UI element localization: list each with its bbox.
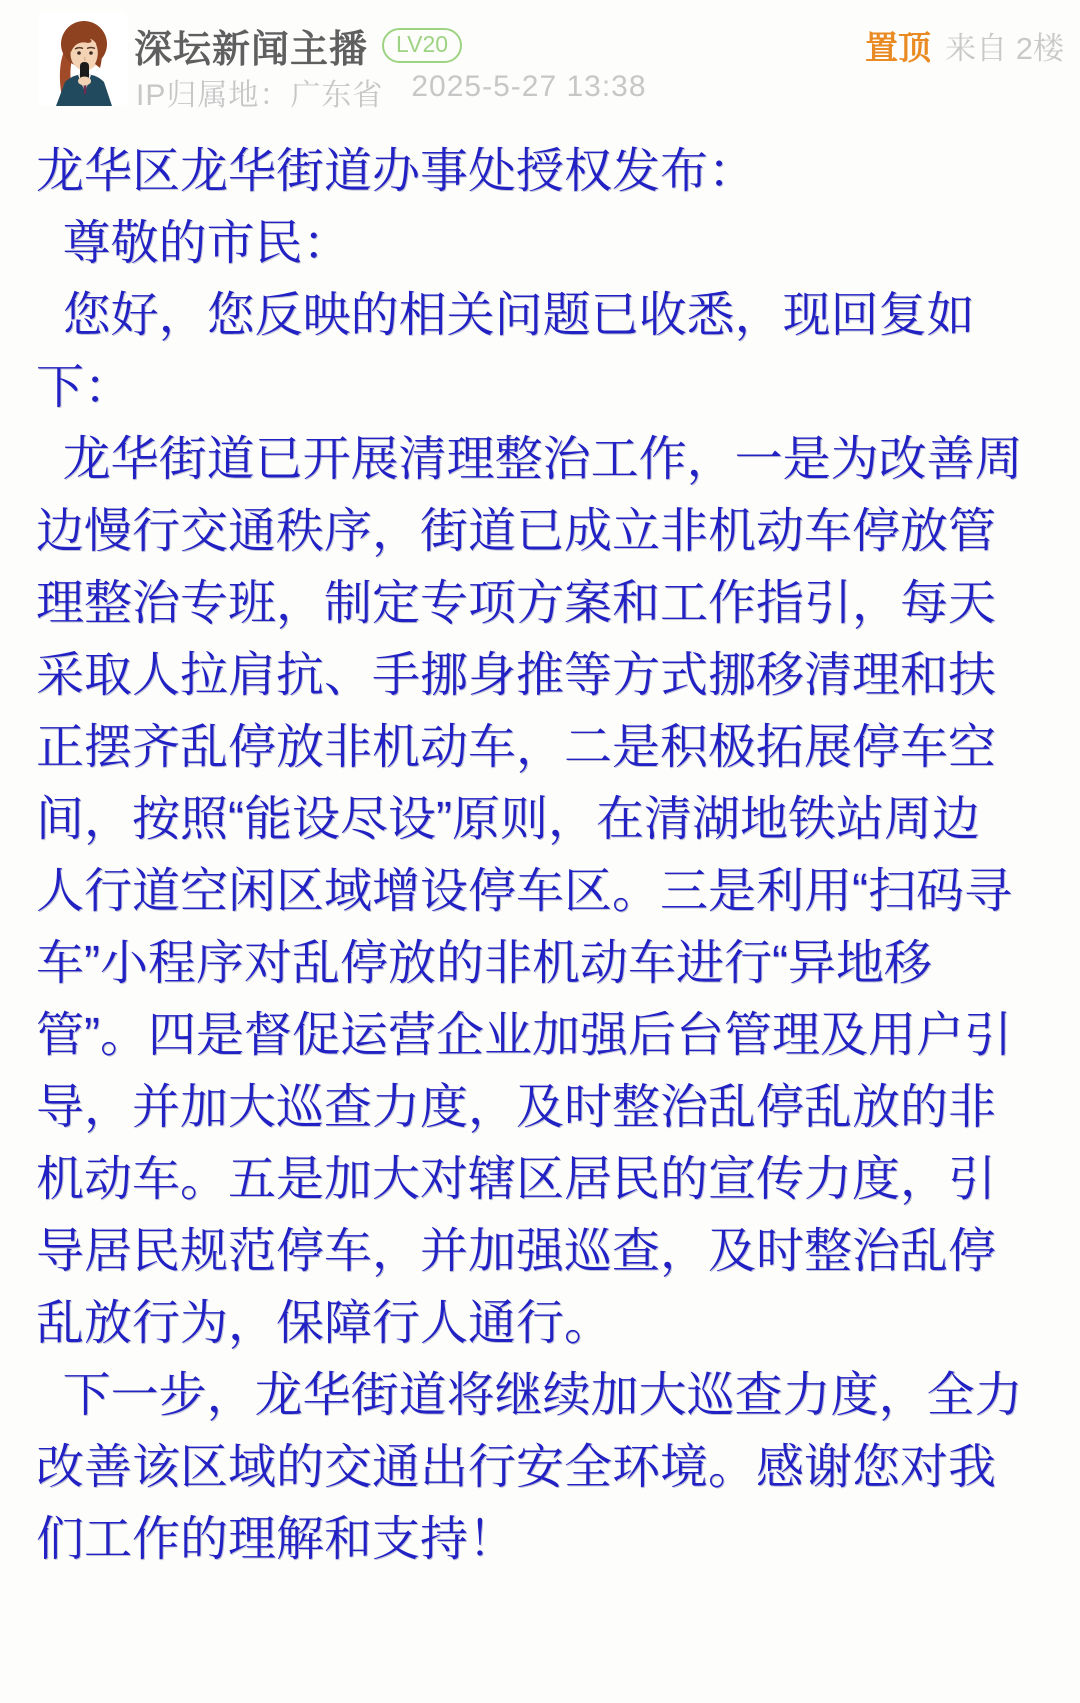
body-text-line: 们工作的理解和支持！ [36,1513,517,1566]
user-avatar[interactable] [38,12,128,106]
body-text-line: 间，按照“能设尽设”原则，在清湖地铁站周边 [36,793,980,846]
post-body [36,136,1046,1576]
body-text-line: 下一步，龙华街道将继续加大巡查力度，全力 [36,1369,1023,1422]
body-text-line: 采取人拉肩抗、手挪身推等方式挪移清理和扶 [36,649,997,702]
level-badge: LV20 [382,28,462,64]
timestamp: 2025-5-27 13:38 [411,70,647,103]
body-text-line: 乱放行为，保障行人通行。 [36,1297,613,1350]
body-text-line: 龙华街道已开展清理整治工作，一是为改善周 [36,433,1023,486]
floor-label: 来自 2楼 [945,31,1064,66]
body-text-line: 导居民规范停车，并加强巡查，及时整治乱停 [36,1225,997,1278]
body-text-line: 理整治专班，制定专项方案和工作指引，每天 [36,577,997,630]
pinned-badge: 置顶 [865,29,932,66]
ip-location-label: IP归属地：广东省 [136,79,384,112]
body-text-line: 改善该区域的交通出行安全环境。感谢您对我 [36,1441,997,1494]
post-header [0,8,1080,120]
body-text-line: 车”小程序对乱停放的非机动车进行“异地移 [36,937,932,990]
body-text-line: 龙华区龙华街道办事处授权发布： [36,145,757,198]
post-flags [865,22,1064,69]
post-meta [136,70,647,114]
body-text-line: 正摆齐乱停放非机动车，二是积极拓展停车空 [36,721,997,774]
body-text-line: 边慢行交通秩序，街道已成立非机动车停放管 [36,505,997,558]
body-text-line: 您好，您反映的相关问题已收悉，现回复如 [36,289,975,342]
author-row [134,18,462,73]
body-text-line: 管”。四是督促运营企业加强后台管理及用户引 [36,1009,1012,1062]
body-text-line: 下： [36,361,133,414]
body-text-line: 机动车。五是加大对辖区居民的宣传力度，引 [36,1153,997,1206]
body-text-line: 导，并加大巡查力度，及时整治乱停乱放的非 [36,1081,997,1134]
username[interactable]: 深坛新闻主播 [134,29,369,71]
body-text-line: 人行道空闲区域增设停车区。三是利用“扫码寻 [36,865,1012,918]
female-newscaster-avatar-icon [38,12,128,106]
body-text-line: 尊敬的市民： [36,217,351,270]
